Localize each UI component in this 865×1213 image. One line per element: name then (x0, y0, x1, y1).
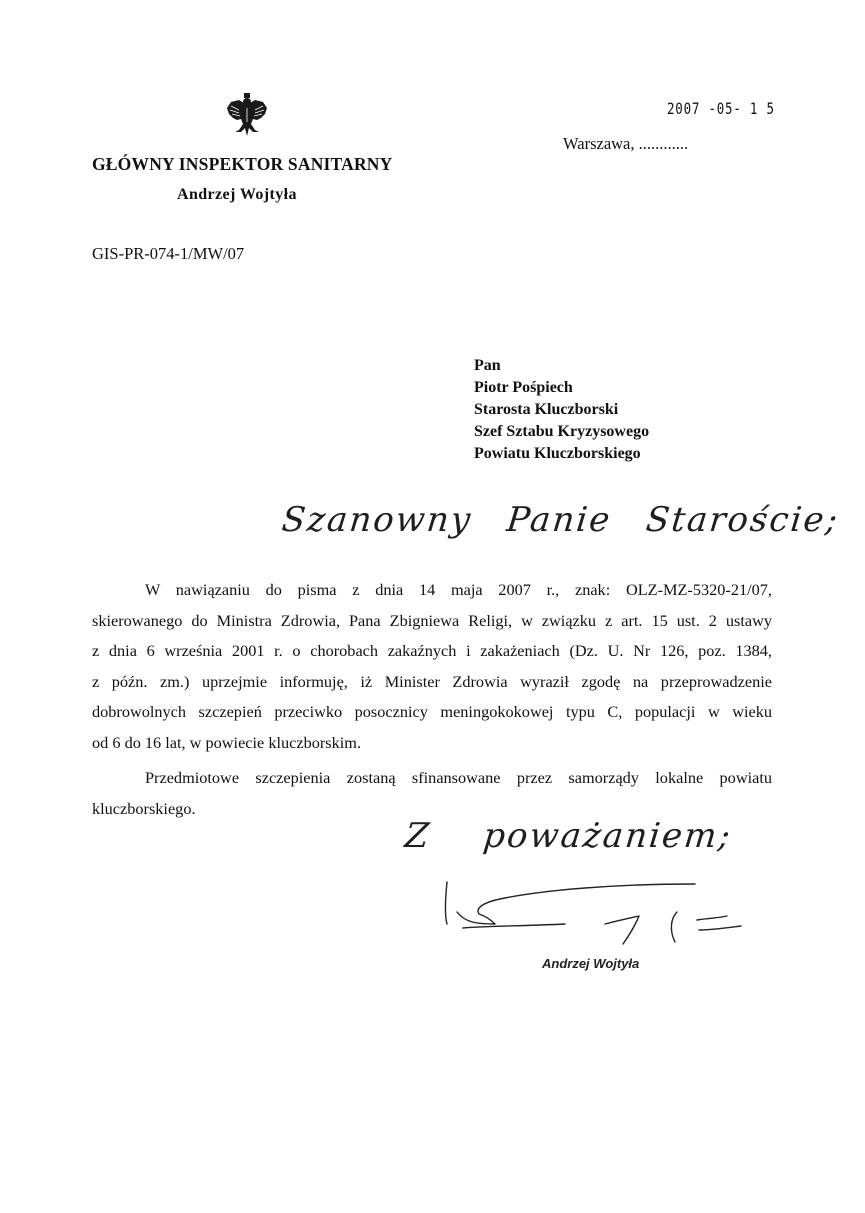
addressee-block (474, 355, 649, 465)
body-line: kluczborskiego. (92, 798, 196, 818)
place-date: Warszawa, ............ (563, 134, 689, 153)
body-line: od 6 do 16 lat, w powiecie kluczborskim. (92, 732, 362, 752)
handwritten-salutation: Szanowny Panie Staroście; (279, 500, 842, 540)
addressee-line: Pan (474, 357, 501, 374)
body-line: dobrowolnych szczepień przeciwko posocznicy meningokokowej typu C, populacji w wieku (92, 702, 772, 721)
body-line: W nawiązaniu do pisma z dnia 14 maja 2007 r., znak: OLZ-MZ-5320-21/07, (145, 580, 772, 599)
addressee-line: Piotr Pośpiech (474, 379, 573, 396)
addressee-line: Starosta Kluczborski (474, 401, 619, 418)
body-line: Przedmiotowe szczepienia zostaną sfinansowane przez samorządy lokalne powiatu (145, 768, 772, 787)
officer-name: Andrzej Wojtyła (177, 186, 297, 203)
handwritten-closing: Z poważaniem; (402, 816, 734, 856)
body-line: z późn. zm.) uprzejmie informuję, iż Minister Zdrowia wyraził zgodę na przeprowadzenie (92, 671, 772, 691)
reference-number: GIS-PR-074-1/MW/07 (92, 244, 245, 263)
body-line: skierowanego do Ministra Zdrowia, Pana Zbigniewa Religi, w związku z art. 15 ust. 2 ustawy (92, 610, 772, 630)
handwritten-signature (395, 870, 785, 960)
date-stamp: 2007 -05- 1 5 (667, 99, 775, 118)
body-paragraph-2 (92, 763, 772, 824)
signatory-name: Andrzej Wojtyła (542, 956, 640, 971)
addressee-line: Powiatu Kluczborskiego (474, 445, 641, 462)
addressee-line: Szef Sztabu Kryzysowego (474, 423, 650, 440)
office-title: GŁÓWNY INSPEKTOR SANITARNY (92, 154, 393, 174)
polish-eagle-emblem-icon (225, 92, 269, 138)
body-line: z dnia 6 września 2001 r. o chorobach zakaźnych i zakażeniach (Dz. U. Nr 126, poz. 1384, (92, 641, 772, 660)
body-paragraph-1 (92, 575, 772, 758)
